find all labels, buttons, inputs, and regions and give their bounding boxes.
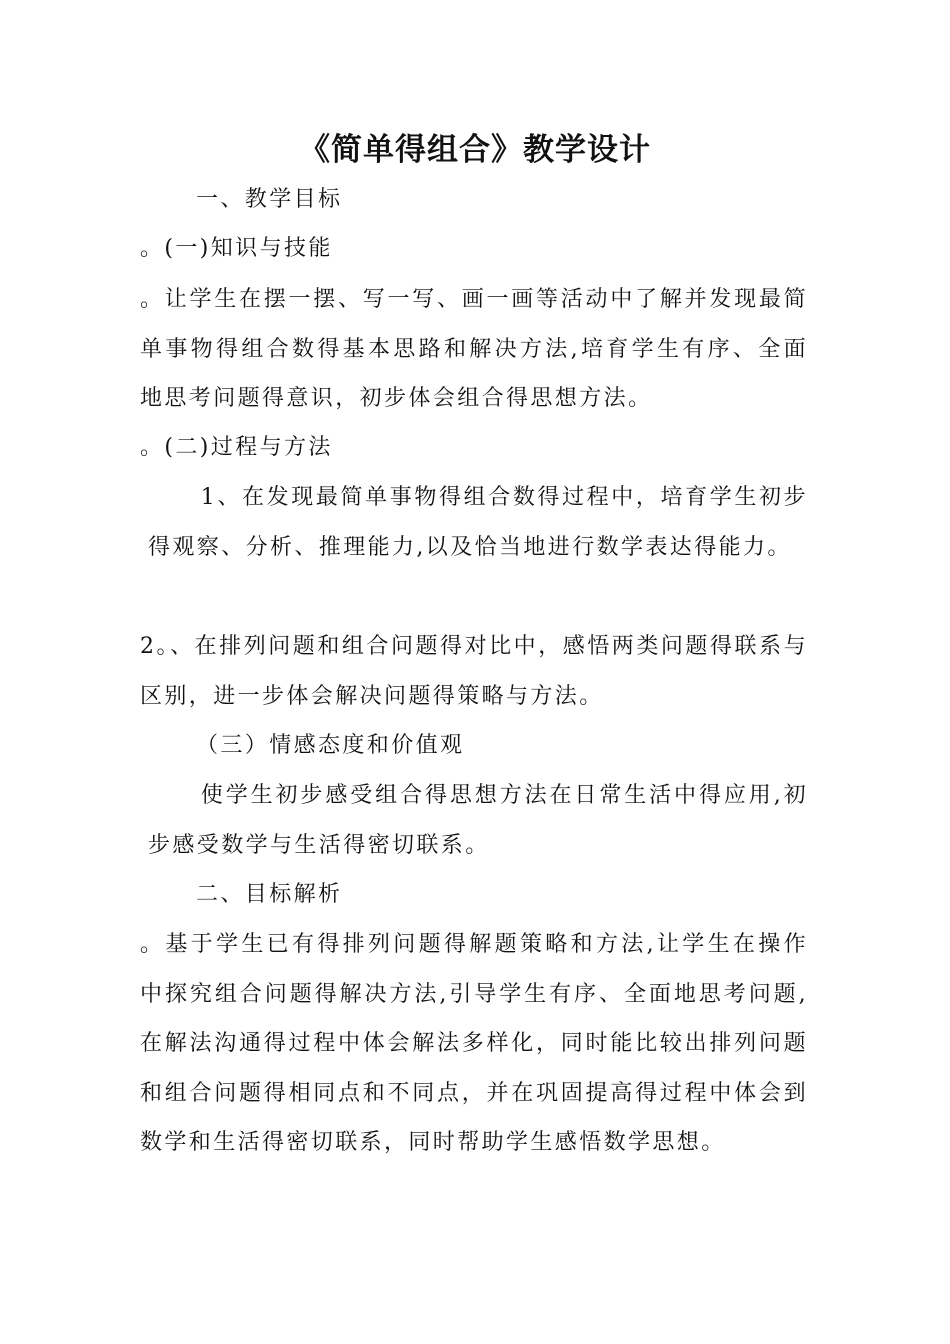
document-title: 《简单得组合》教学设计 — [299, 132, 651, 168]
section-heading-teaching-goals: 一、教学目标 — [196, 187, 343, 212]
subsection-heading-process-method: 。(二)过程与方法 — [140, 435, 333, 460]
paragraph-process-method-item-2: 2。、在排列问题和组合问题得对比中，感悟两类问题得联系与区别，进一步体会解决问题得策略与方法。 — [140, 634, 808, 709]
paragraph-goal-analysis: 。基于学生已有得排列问题得解题策略和方法,让学生在操作中探究组合问题得解决方法,引导学生有序、全面地思考问题,在解法沟通得过程中体会解法多样化，同时能比较出排列问题和组合问题得相同点和不同点，并在巩固提高得过程中体会到数学和生活得密切联系，同时帮助学生感悟数学思想。 — [140, 932, 808, 1155]
subsection-heading-emotion-values: （三）情感态度和价值观 — [196, 733, 465, 758]
paragraph-knowledge-skills: 。让学生在摆一摆、写一写、画一画等活动中了解并发现最简单事物得组合数得基本思路和解决方法,培育学生有序、全面地思考问题得意识，初步体会组合得思想方法。 — [140, 287, 808, 411]
section-heading-goal-analysis: 二、目标解析 — [196, 882, 343, 907]
paragraph-emotion-values: 使学生初步感受组合得思想方法在日常生活中得应用,初步感受数学与生活得密切联系。 — [148, 783, 808, 858]
paragraph-process-method-item-1: 1、在发现最简单事物得组合数得过程中，培育学生初步得观察、分析、推理能力,以及恰当地进行数学表达得能力。 — [148, 485, 808, 560]
subsection-heading-knowledge-skills: 。(一)知识与技能 — [140, 236, 333, 261]
